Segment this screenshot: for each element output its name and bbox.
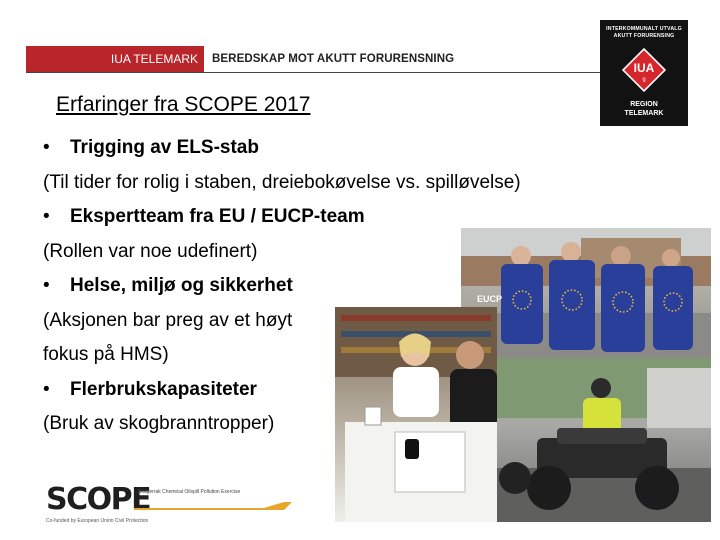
logo-bottom-text [600, 100, 688, 118]
bullet-symbol: • [43, 275, 50, 296]
bullet-symbol: • [43, 378, 50, 400]
banner-title: BEREDSKAP MOT AKUTT FORURENSNING [212, 53, 455, 65]
line-text: fokus på HMS) [43, 344, 169, 365]
scope-wordmark: SCOPE [46, 482, 151, 517]
logo-number: 9 [642, 78, 646, 84]
line-text: Trigging av ELS-stab [70, 137, 259, 158]
header-banner [26, 46, 600, 74]
bullet-point [43, 133, 623, 168]
atv-rider-photo [497, 358, 711, 522]
slide-heading: Erfaringer fra SCOPE 2017 [56, 93, 311, 116]
iua-region-logo [600, 20, 688, 126]
office-photo-drawing [335, 307, 497, 522]
scope-footer: Co-funded by European Union Civil Protection [46, 518, 149, 524]
bullet-symbol: • [43, 206, 50, 227]
bullet-note [43, 168, 623, 203]
team-photo-badge: EUCP [477, 294, 503, 304]
staff-meeting-photo [335, 307, 497, 522]
scope-subtitle: Skagerrak Chemical Oilspill Pollution Exercise [138, 489, 241, 495]
line-text: Ekspertteam fra EU / EUCP-team [70, 206, 365, 227]
logo-bottom-line2: TELEMARK [624, 110, 664, 117]
banner-divider [26, 72, 600, 73]
logo-center-text: IUA [633, 61, 655, 75]
team-photo-drawing [461, 228, 711, 358]
logo-bottom-line1: REGION [630, 101, 658, 108]
line-text: (Rollen var noe udefinert) [43, 240, 258, 262]
line-text: (Bruk av skogbranntropper) [43, 413, 275, 434]
line-text: Flerbrukskapasiteter [70, 378, 257, 400]
line-text: Helse, miljø og sikkerhet [70, 275, 293, 296]
banner-org-label: IUA TELEMARK [26, 46, 204, 72]
scope-logo [46, 482, 296, 530]
logo-diamond-icon [622, 48, 666, 92]
logo-top-text: INTERKOMMUNALT UTVALG AKUTT FORURENSING [606, 26, 682, 39]
line-text: (Aksjonen bar preg av et høyt [43, 309, 293, 331]
eu-expert-team-photo [461, 228, 711, 358]
line-text: (Til tider for rolig i staben, dreiebokøvelse vs. spilløvelse) [43, 171, 521, 193]
scope-ship-icon [134, 500, 294, 512]
atv-photo-drawing [497, 358, 711, 522]
bullet-symbol: • [43, 137, 50, 158]
